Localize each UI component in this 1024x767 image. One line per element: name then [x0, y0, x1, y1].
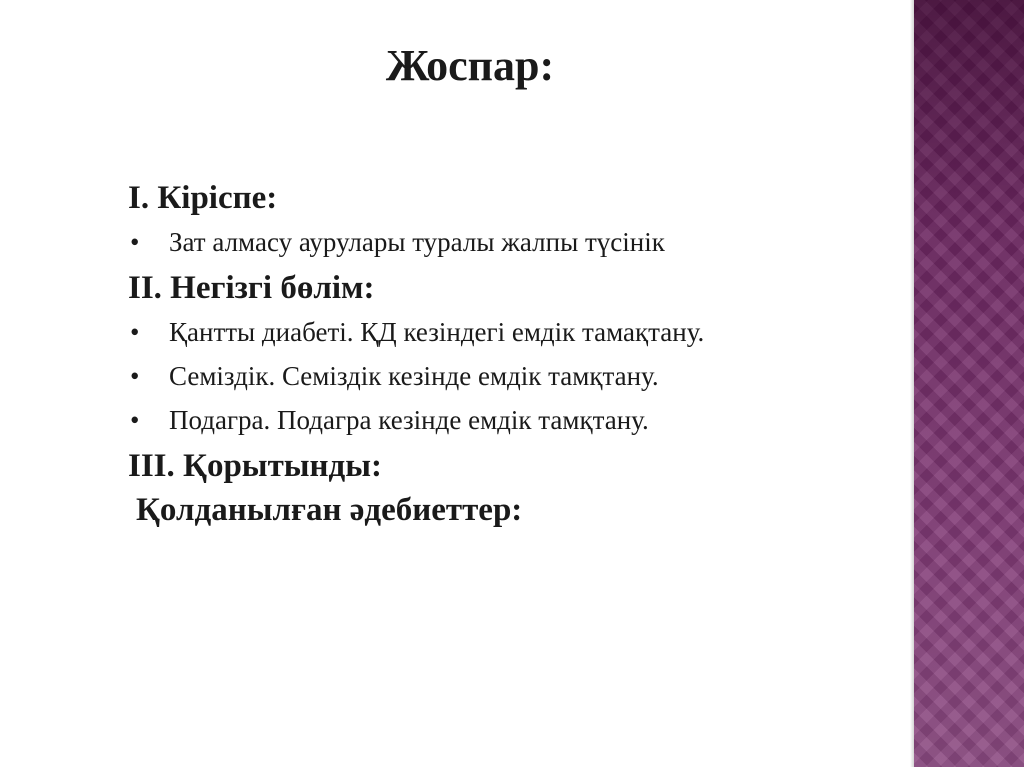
list-item-text: Зат алмасу аурулары туралы жалпы түсінік	[169, 227, 665, 257]
list-item	[128, 312, 728, 352]
section-items-introduction	[128, 222, 728, 262]
decorative-side-band	[914, 0, 1024, 767]
slide-title: Жоспар:	[385, 41, 555, 90]
section-items-main-part	[128, 312, 728, 440]
bullet-icon: •	[130, 317, 140, 347]
list-item-text: Подагра. Подагра кезінде емдік тамқтану.	[169, 405, 649, 435]
section-heading-references: Қолданылған әдебиеттер:	[136, 492, 523, 528]
section-heading-introduction: I. Кіріспе:	[128, 180, 278, 216]
bullet-icon: •	[130, 227, 140, 257]
section-heading-main-part: II. Негізгі бөлім:	[128, 270, 375, 306]
list-item	[128, 400, 728, 440]
bullet-icon: •	[130, 361, 140, 391]
list-item-text: Семіздік. Семіздік кезінде емдік тамқтану.	[169, 361, 659, 391]
list-item	[128, 222, 728, 262]
section-heading-conclusion: III. Қорытынды:	[128, 448, 383, 484]
list-item-text: Қантты диабеті. ҚД кезіндегі емдік тамақтану.	[169, 317, 705, 347]
list-item	[128, 356, 728, 396]
outline-list	[128, 176, 728, 532]
bullet-icon: •	[130, 405, 140, 435]
